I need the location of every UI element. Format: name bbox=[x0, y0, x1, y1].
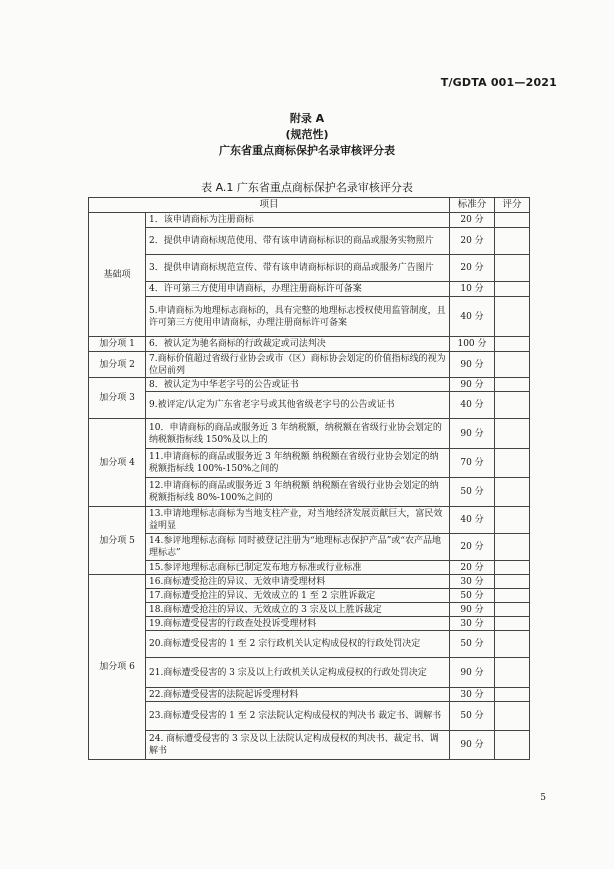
item-cell: 17.商标遭受抢注的异议、无效成立的 1 至 2 宗胜诉裁定 bbox=[146, 589, 450, 603]
standard-code: T/GDTA 001—2021 bbox=[440, 76, 557, 89]
item-cell: 2．提供申请商标规范使用、带有该申请商标标识的商品或服务实物照片 bbox=[146, 228, 450, 255]
standard-score-cell: 90 分 bbox=[450, 378, 495, 392]
page-number: 5 bbox=[540, 793, 546, 803]
table-row bbox=[89, 378, 530, 392]
item-cell: 15.参评地理标志商标已制定发布地方标准或行业标准 bbox=[146, 561, 450, 575]
score-input-cell bbox=[495, 213, 530, 228]
standard-score-cell: 20 分 bbox=[450, 255, 495, 282]
standard-score-cell: 10 分 bbox=[450, 282, 495, 297]
table-row bbox=[89, 575, 530, 589]
table-row bbox=[89, 213, 530, 228]
item-cell: 3．提供申请商标规范宣传、带有该申请商标标识的商品或服务广告图片 bbox=[146, 255, 450, 282]
score-input-cell bbox=[495, 507, 530, 534]
appendix-title: 附录 A bbox=[289, 112, 325, 125]
score-input-cell bbox=[495, 282, 530, 297]
appendix-name: 广东省重点商标保护名录审核评分表 bbox=[219, 144, 395, 157]
item-cell: 1．该申请商标为注册商标 bbox=[146, 213, 450, 228]
standard-score-cell: 50 分 bbox=[450, 478, 495, 507]
item-cell: 18.商标遭受抢注的异议、无效成立的 3 宗及以上胜诉裁定 bbox=[146, 603, 450, 617]
standard-score-cell: 40 分 bbox=[450, 392, 495, 419]
score-input-cell bbox=[495, 731, 530, 760]
standard-score-cell: 50 分 bbox=[450, 631, 495, 658]
standard-score-cell: 50 分 bbox=[450, 589, 495, 603]
category-cell: 加分项 3 bbox=[89, 378, 146, 419]
score-input-cell bbox=[495, 575, 530, 589]
item-cell: 23.商标遭受侵害的 1 至 2 宗法院认定构成侵权的判决书 裁定书、调解书 bbox=[146, 702, 450, 731]
item-cell: 6．被认定为驰名商标的行政裁定或司法判决 bbox=[146, 337, 450, 352]
score-input-cell bbox=[495, 228, 530, 255]
score-input-cell bbox=[495, 478, 530, 507]
table-row bbox=[89, 688, 530, 702]
score-input-cell bbox=[495, 603, 530, 617]
item-cell: 24. 商标遭受侵害的 3 宗及以上法院认定构成侵权的判决书、裁定书、调解书 bbox=[146, 731, 450, 760]
item-cell: 9.被评定/认定为广东省老字号或其他省级老字号的公告或证书 bbox=[146, 392, 450, 419]
score-input-cell bbox=[495, 589, 530, 603]
standard-score-cell: 20 分 bbox=[450, 228, 495, 255]
item-cell: 22.商标遭受侵害的法院起诉受理材料 bbox=[146, 688, 450, 702]
table-body bbox=[89, 213, 530, 760]
table-row bbox=[89, 282, 530, 297]
item-cell: 7.商标价值超过省级行业协会或市（区）商标协会划定的价值指标线的视为位居前列 bbox=[146, 352, 450, 378]
score-input-cell bbox=[495, 658, 530, 688]
standard-score-cell: 30 分 bbox=[450, 688, 495, 702]
table-row bbox=[89, 617, 530, 631]
item-cell: 5.申请商标为地理标志商标的，具有完整的地理标志授权使用监管制度，且许可第三方使用申请商标，办理注册商标许可备案 bbox=[146, 297, 450, 337]
standard-score-cell: 30 分 bbox=[450, 617, 495, 631]
score-input-cell bbox=[495, 392, 530, 419]
standard-score-cell: 20 分 bbox=[450, 561, 495, 575]
score-input-cell bbox=[495, 449, 530, 478]
table-header-row bbox=[89, 198, 530, 213]
table-row bbox=[89, 731, 530, 760]
score-table bbox=[88, 197, 530, 760]
score-input-cell bbox=[495, 617, 530, 631]
score-input-cell bbox=[495, 352, 530, 378]
table-row bbox=[89, 561, 530, 575]
score-input-cell bbox=[495, 337, 530, 352]
table-row bbox=[89, 337, 530, 352]
table-row bbox=[89, 449, 530, 478]
standard-score-cell: 90 分 bbox=[450, 731, 495, 760]
standard-score-cell: 30 分 bbox=[450, 575, 495, 589]
item-cell: 10．申请商标的商品或服务近 3 年纳税额，纳税额在省级行业协会划定的纳税额指标线 150%及以上的 bbox=[146, 419, 450, 449]
standard-score-cell: 90 分 bbox=[450, 603, 495, 617]
score-input-cell bbox=[495, 378, 530, 392]
score-input-cell bbox=[495, 419, 530, 449]
standard-score-cell: 40 分 bbox=[450, 507, 495, 534]
category-cell: 加分项 4 bbox=[89, 419, 146, 507]
header-item: 项目 bbox=[89, 198, 450, 213]
standard-score-cell: 90 分 bbox=[450, 352, 495, 378]
score-input-cell bbox=[495, 688, 530, 702]
table-row bbox=[89, 255, 530, 282]
table-row bbox=[89, 297, 530, 337]
item-cell: 21.商标遭受侵害的 3 宗及以上行政机关认定构成侵权的行政处罚决定 bbox=[146, 658, 450, 688]
standard-score-cell: 70 分 bbox=[450, 449, 495, 478]
item-cell: 13.申请地理标志商标为当地支柱产业，对当地经济发展贡献巨大，富民效益明显 bbox=[146, 507, 450, 534]
standard-score-cell: 90 分 bbox=[450, 658, 495, 688]
table-row bbox=[89, 478, 530, 507]
score-input-cell bbox=[495, 534, 530, 561]
table-row bbox=[89, 228, 530, 255]
table-row bbox=[89, 658, 530, 688]
table-row bbox=[89, 352, 530, 378]
table-row bbox=[89, 603, 530, 617]
table-row bbox=[89, 507, 530, 534]
item-cell: 8．被认定为中华老字号的公告或证书 bbox=[146, 378, 450, 392]
score-input-cell bbox=[495, 561, 530, 575]
score-input-cell bbox=[495, 702, 530, 731]
standard-score-cell: 20 分 bbox=[450, 534, 495, 561]
standard-score-cell: 20 分 bbox=[450, 213, 495, 228]
standard-score-cell: 90 分 bbox=[450, 419, 495, 449]
item-cell: 12.申请商标的商品或服务近 3 年纳税额 纳税额在省级行业协会划定的纳税额指标线 80%-100%之间的 bbox=[146, 478, 450, 507]
category-cell: 基础项 bbox=[89, 213, 146, 337]
table-row bbox=[89, 589, 530, 603]
item-cell: 11.申请商标的商品或服务近 3 年纳税额 纳税额在省级行业协会划定的纳税额指标线 100%-150%之间的 bbox=[146, 449, 450, 478]
item-cell: 16.商标遭受抢注的异议、无效申请受理材料 bbox=[146, 575, 450, 589]
appendix-heading bbox=[0, 111, 614, 159]
table-caption: 表 A.1 广东省重点商标保护名录审核评分表 bbox=[201, 181, 413, 194]
score-input-cell bbox=[495, 255, 530, 282]
category-cell: 加分项 5 bbox=[89, 507, 146, 575]
table-row bbox=[89, 702, 530, 731]
appendix-nature: (规范性) bbox=[285, 128, 329, 141]
item-cell: 19.商标遭受侵害的行政查处投诉受理材料 bbox=[146, 617, 450, 631]
category-cell: 加分项 2 bbox=[89, 352, 146, 378]
item-cell: 4．许可第三方使用申请商标，办理注册商标许可备案 bbox=[146, 282, 450, 297]
standard-score-cell: 100 分 bbox=[450, 337, 495, 352]
score-input-cell bbox=[495, 631, 530, 658]
header-score: 评分 bbox=[495, 198, 530, 213]
item-cell: 20.商标遭受侵害的 1 至 2 宗行政机关认定构成侵权的行政处罚决定 bbox=[146, 631, 450, 658]
table-row bbox=[89, 419, 530, 449]
score-input-cell bbox=[495, 297, 530, 337]
table-row bbox=[89, 392, 530, 419]
category-cell: 加分项 6 bbox=[89, 575, 146, 760]
header-standard-score: 标准分 bbox=[450, 198, 495, 213]
standard-score-cell: 50 分 bbox=[450, 702, 495, 731]
category-cell: 加分项 1 bbox=[89, 337, 146, 352]
table-row bbox=[89, 534, 530, 561]
item-cell: 14.参评地理标志商标 同时被登记注册为“地理标志保护产品”或“农产品地理标志” bbox=[146, 534, 450, 561]
table-row bbox=[89, 631, 530, 658]
standard-score-cell: 40 分 bbox=[450, 297, 495, 337]
